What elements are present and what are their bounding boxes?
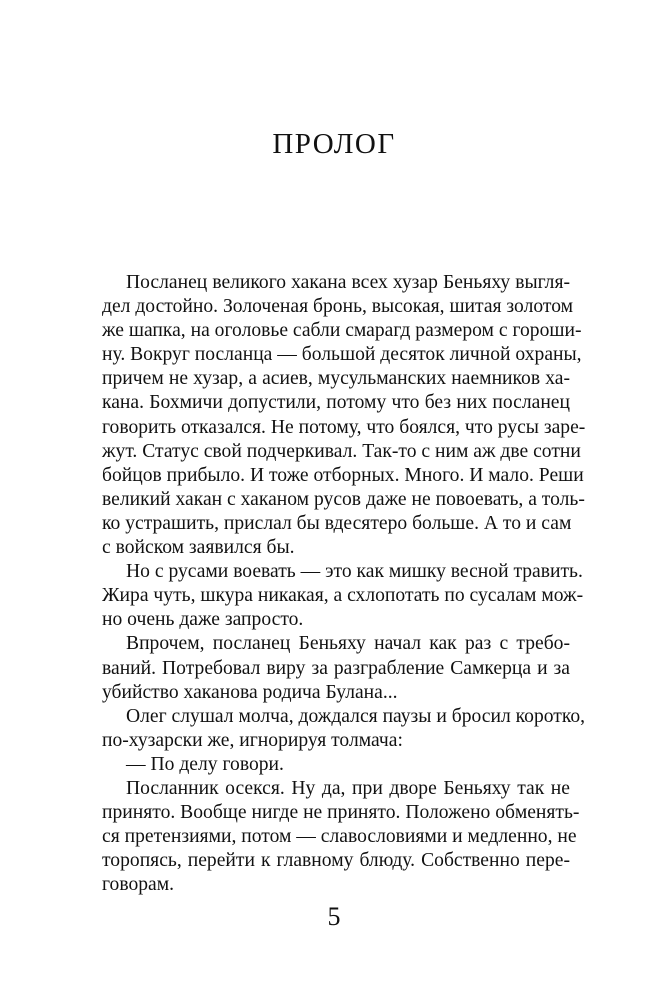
text-line: Посланец великого хакана всех хузар Беньяху выгля- <box>126 272 570 293</box>
text-line: великий хакан с хаканом русов даже не повоевать, а толь- <box>102 488 585 510</box>
text-line: дел достойно. Золоченая бронь, высокая, шитая золотом <box>102 296 574 318</box>
text-line: Но с русами воевать — это как мишку весной травить. <box>126 561 583 583</box>
text-line: по-хузарски же, игнорируя толмача: <box>102 729 403 751</box>
text-line: торопясь, перейти к главному блюду. Собственно пере- <box>102 850 570 872</box>
text-line: ну. Вокруг посланца — большой десяток личной охраны, <box>102 344 582 366</box>
text-line: Впрочем, посланец Беньяху начал как раз с требо- <box>126 633 570 655</box>
text-line: причем не хузар, а асиев, мусульманских наемников ха- <box>102 368 570 390</box>
text-line: ваний. Потребовал виру за разграбление Самкерца и за <box>102 657 570 679</box>
text-line: говорить отказался. Не потому, что боялся, что русы заре- <box>102 416 586 438</box>
text-line: ко устрашить, прислал бы вдесятеро больше. А то и сам <box>102 512 572 534</box>
text-line: кана. Бохмичи допустили, потому что без них посланец <box>102 392 570 414</box>
text-line: ся претензиями, потом — славословиями и медленно, не <box>102 826 577 848</box>
text-line: говорам. <box>102 874 175 896</box>
text-line: убийство хаканова родича Булана... <box>102 681 398 703</box>
text-line: Посланник осекся. Ну да, при дворе Беньяху так не <box>126 777 570 799</box>
text-line: Жира чуть, шкура никакая, а схлопотать по сусалам мож- <box>102 585 584 607</box>
chapter-title: ПРОЛОГ <box>272 128 396 160</box>
text-line: Олег слушал молча, дождался паузы и бросил коротко, <box>126 705 586 727</box>
page-number: 5 <box>327 902 341 931</box>
text-line: с войском заявился бы. <box>102 537 295 559</box>
text-line: — По делу говори. <box>126 753 284 775</box>
text-line: же шапка, на оголовье сабли смарагд размером с гороши- <box>102 320 582 342</box>
body-text <box>102 271 586 897</box>
text-line: бойцов прибыло. И тоже отборных. Много. И мало. Реши <box>102 464 584 486</box>
text-line: жут. Статус свой подчеркивал. Так-то с ним аж две сотни <box>102 440 581 462</box>
text-line: принято. Вообще нигде не принято. Положено обменять- <box>102 802 580 824</box>
text-line: но очень даже запросто. <box>102 609 304 631</box>
